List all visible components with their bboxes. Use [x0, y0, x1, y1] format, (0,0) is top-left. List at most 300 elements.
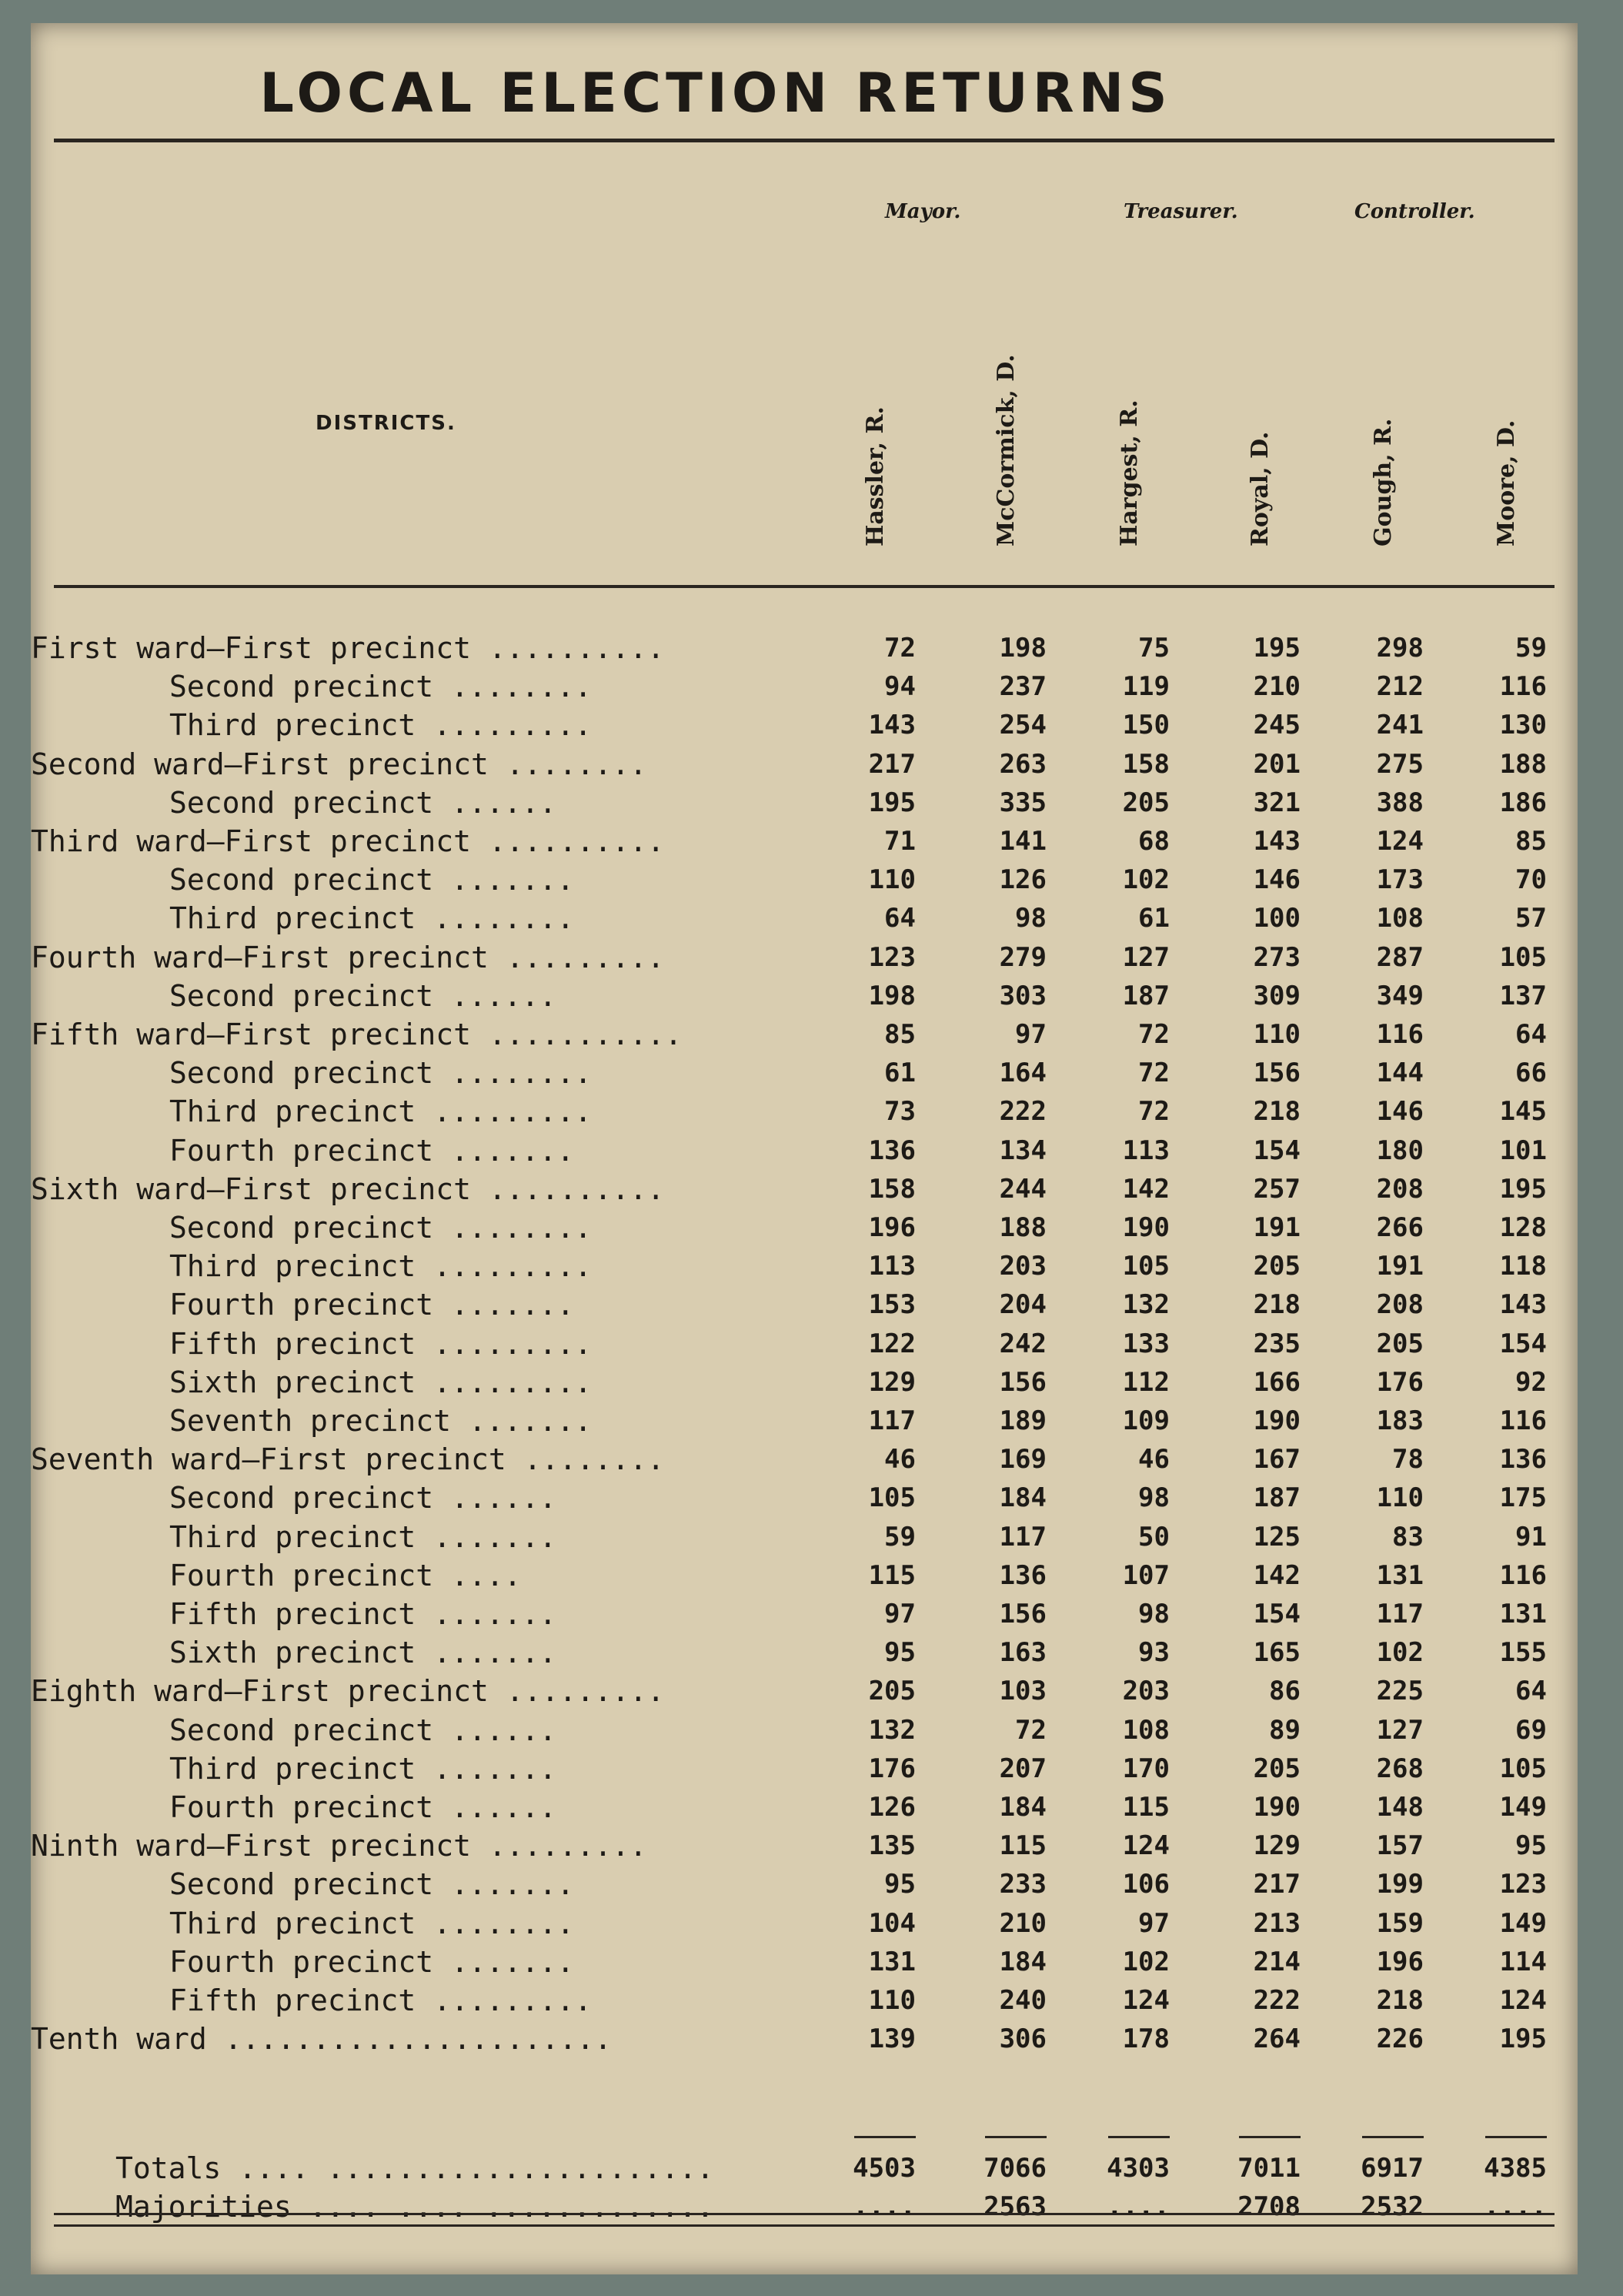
total-rule	[1485, 2136, 1547, 2138]
vote-cell: 154	[1253, 1135, 1301, 1166]
table-row	[31, 1365, 1578, 1404]
vote-cell: 115	[1122, 1792, 1170, 1823]
vote-cell: 95	[1515, 1830, 1547, 1862]
vote-cell: 176	[868, 1753, 916, 1784]
table-row	[31, 1636, 1578, 1674]
district-label: Tenth ward ......................	[31, 2022, 612, 2057]
vote-cell: 146	[1376, 1096, 1424, 1128]
vote-cell: 142	[1122, 1173, 1170, 1205]
majorities-row	[31, 2190, 1578, 2228]
vote-cell: 144	[1376, 1058, 1424, 1089]
vote-cell: 218	[1253, 1289, 1301, 1321]
district-label: Fifth precinct .........	[169, 1984, 593, 2017]
table-row	[31, 1907, 1578, 1945]
vote-cell: 116	[1499, 671, 1547, 703]
vote-cell: 173	[1376, 864, 1424, 896]
vote-cell: 254	[999, 710, 1047, 741]
district-label: Third precinct .........	[169, 1095, 593, 1129]
vote-cell: 98	[1138, 1599, 1170, 1629]
table-row	[31, 1674, 1578, 1713]
district-label: Fifth ward—First precinct ...........	[31, 1018, 683, 1051]
table-row	[31, 1018, 1578, 1056]
vote-cell: 113	[868, 1251, 916, 1282]
vote-cell: 70	[1515, 864, 1547, 896]
total-royal: 7011	[1237, 2153, 1301, 2184]
vote-cell: 92	[1515, 1366, 1547, 1398]
office-mayor: Mayor.	[885, 200, 961, 223]
totals-row	[31, 2151, 1578, 2190]
totals-label: Totals .... ......................	[115, 2151, 714, 2185]
vote-cell: 287	[1376, 941, 1424, 973]
vote-cell: 115	[999, 1830, 1047, 1862]
vote-cell: 169	[999, 1444, 1047, 1476]
district-label: Eighth ward—First precinct .........	[31, 1674, 665, 1709]
district-label: Fourth precinct ....	[169, 1558, 522, 1592]
vote-cell: 191	[1253, 1212, 1301, 1243]
vote-cell: 105	[868, 1482, 916, 1514]
vote-cell: 125	[1253, 1521, 1301, 1552]
vote-cell: 129	[1253, 1830, 1301, 1862]
vote-cell: 133	[1122, 1328, 1170, 1359]
vote-cell: 245	[1253, 710, 1301, 741]
vote-cell: 158	[868, 1173, 916, 1205]
vote-cell: 103	[999, 1676, 1047, 1707]
vote-cell: 235	[1253, 1328, 1301, 1359]
vote-cell: 273	[1253, 941, 1301, 973]
vote-cell: 100	[1253, 903, 1301, 934]
vote-cell: 110	[1376, 1482, 1424, 1514]
vote-cell: 190	[1253, 1405, 1301, 1436]
district-label: Fourth precinct .......	[169, 1133, 575, 1168]
table-row	[31, 708, 1578, 747]
vote-cell: 335	[999, 787, 1047, 818]
district-label: Seventh ward—First precinct ........	[31, 1442, 665, 1477]
vote-cell: 159	[1376, 1907, 1424, 1939]
table-row	[31, 1752, 1578, 1790]
vote-cell: 119	[1122, 671, 1170, 703]
table-row	[31, 1056, 1578, 1095]
vote-cell: 178	[1122, 2024, 1170, 2055]
vote-cell: 114	[1499, 1946, 1547, 1977]
vote-cell: 75	[1138, 633, 1170, 663]
table-row	[31, 1211, 1578, 1249]
district-label: Third ward—First precinct ..........	[31, 824, 665, 858]
vote-cell: 164	[999, 1058, 1047, 1089]
newspaper-clipping	[31, 23, 1578, 2274]
vote-cell: 218	[1253, 1096, 1301, 1128]
vote-cell: 195	[1499, 1173, 1547, 1205]
vote-cell: 110	[868, 864, 916, 896]
office-controller: Controller.	[1354, 200, 1475, 223]
vote-cell: 146	[1253, 864, 1301, 896]
vote-cell: 117	[868, 1405, 916, 1436]
vote-cell: 115	[868, 1559, 916, 1591]
vote-cell: 275	[1376, 748, 1424, 780]
vote-cell: 110	[868, 1985, 916, 2016]
vote-cell: 266	[1376, 1212, 1424, 1243]
vote-cell: 203	[1122, 1676, 1170, 1707]
vote-cell: 196	[868, 1212, 916, 1243]
vote-cell: 136	[999, 1559, 1047, 1591]
vote-cell: 156	[999, 1599, 1047, 1629]
vote-cell: 149	[1499, 1792, 1547, 1823]
vote-cell: 136	[868, 1135, 916, 1166]
vote-cell: 142	[1253, 1559, 1301, 1591]
vote-cell: 150	[1122, 710, 1170, 741]
table-row	[31, 824, 1578, 863]
vote-cell: 154	[1253, 1599, 1301, 1629]
vote-cell: 89	[1269, 1714, 1301, 1746]
table-row	[31, 631, 1578, 670]
bottom-rule	[54, 2224, 1555, 2227]
vote-cell: 116	[1499, 1559, 1547, 1591]
vote-cell: 131	[1376, 1559, 1424, 1591]
vote-cell: 210	[1253, 671, 1301, 703]
vote-cell: 61	[1138, 903, 1170, 934]
table-row	[31, 1134, 1578, 1172]
total-rule	[1362, 2136, 1424, 2138]
vote-cell: 217	[1253, 1869, 1301, 1900]
vote-cell: 199	[1376, 1869, 1424, 1900]
vote-cell: 72	[1138, 1096, 1170, 1128]
district-label: Fourth precinct .......	[169, 1944, 575, 1979]
vote-cell: 233	[999, 1869, 1047, 1900]
vote-cell: 68	[1138, 826, 1170, 857]
vote-cell: 298	[1376, 633, 1424, 663]
vote-cell: 198	[868, 980, 916, 1011]
vote-cell: 195	[1499, 2024, 1547, 2055]
table-row	[31, 1867, 1578, 1906]
vote-cell: 208	[1376, 1173, 1424, 1205]
vote-cell: 122	[868, 1328, 916, 1359]
vote-cell: 102	[1122, 864, 1170, 896]
vote-cell: 242	[999, 1328, 1047, 1359]
district-label: Second precinct ......	[169, 785, 557, 820]
table-row	[31, 979, 1578, 1018]
vote-cell: 59	[884, 1521, 916, 1552]
vote-cell: 72	[1138, 1019, 1170, 1050]
vote-cell: 141	[999, 826, 1047, 857]
vote-cell: 104	[868, 1907, 916, 1939]
table-row	[31, 1790, 1578, 1829]
total-hargest: 4303	[1107, 2153, 1170, 2184]
vote-cell: 126	[999, 864, 1047, 896]
vote-cell: 131	[868, 1946, 916, 1977]
table-row	[31, 1559, 1578, 1597]
vote-cell: 128	[1499, 1212, 1547, 1243]
district-label: Second precinct ......	[169, 1713, 557, 1747]
vote-cell: 102	[1376, 1637, 1424, 1669]
vote-cell: 83	[1392, 1521, 1424, 1552]
vote-cell: 64	[1515, 1676, 1547, 1707]
vote-cell: 134	[999, 1135, 1047, 1166]
table-row	[31, 1327, 1578, 1365]
vote-cell: 132	[868, 1714, 916, 1746]
vote-cell: 205	[1376, 1328, 1424, 1359]
table-row	[31, 1404, 1578, 1442]
vote-cell: 57	[1515, 903, 1547, 934]
table-row	[31, 1984, 1578, 2022]
table-row	[31, 1481, 1578, 1519]
table-row	[31, 1597, 1578, 1636]
vote-cell: 97	[1015, 1019, 1047, 1050]
vote-cell: 186	[1499, 787, 1547, 818]
vote-cell: 127	[1122, 941, 1170, 973]
district-label: Second precinct .......	[169, 1867, 575, 1902]
vote-cell: 106	[1122, 1869, 1170, 1900]
vote-cell: 113	[1122, 1135, 1170, 1166]
vote-cell: 279	[999, 941, 1047, 973]
table-row	[31, 2022, 1578, 2060]
vote-cell: 237	[999, 671, 1047, 703]
vote-cell: 205	[1253, 1251, 1301, 1282]
vote-cell: 195	[868, 787, 916, 818]
vote-cell: 95	[884, 1869, 916, 1900]
vote-cell: 124	[1122, 1830, 1170, 1862]
vote-cell: 78	[1392, 1444, 1424, 1476]
vote-cell: 105	[1122, 1251, 1170, 1282]
vote-cell: 94	[884, 671, 916, 703]
vote-cell: 213	[1253, 1907, 1301, 1939]
district-label: Sixth precinct .........	[169, 1365, 593, 1399]
vote-cell: 268	[1376, 1753, 1424, 1784]
vote-cell: 207	[999, 1753, 1047, 1784]
vote-cell: 50	[1138, 1521, 1170, 1552]
total-rule	[1108, 2136, 1170, 2138]
vote-cell: 102	[1122, 1946, 1170, 1977]
vote-cell: 217	[868, 748, 916, 780]
district-label: Third precinct ........	[169, 901, 575, 936]
vote-cell: 123	[868, 941, 916, 973]
vote-cell: 264	[1253, 2024, 1301, 2055]
vote-cell: 191	[1376, 1251, 1424, 1282]
vote-cell: 306	[999, 2024, 1047, 2055]
vote-cell: 263	[999, 748, 1047, 780]
vote-cell: 183	[1376, 1405, 1424, 1436]
vote-cell: 155	[1499, 1637, 1547, 1669]
total-moore: 4385	[1484, 2153, 1547, 2184]
vote-cell: 117	[1376, 1599, 1424, 1629]
vote-cell: 241	[1376, 710, 1424, 741]
vote-cell: 132	[1122, 1289, 1170, 1321]
vote-cell: 225	[1376, 1676, 1424, 1707]
vote-cell: 153	[868, 1289, 916, 1321]
vote-cell: 222	[1253, 1985, 1301, 2016]
vote-cell: 46	[884, 1444, 916, 1476]
majority-hargest: ....	[1107, 2191, 1170, 2222]
total-hassler: 4503	[853, 2153, 916, 2184]
vote-cell: 208	[1376, 1289, 1424, 1321]
vote-cell: 180	[1376, 1135, 1424, 1166]
vote-cell: 95	[884, 1637, 916, 1669]
vote-cell: 143	[1499, 1289, 1547, 1321]
vote-cell: 214	[1253, 1946, 1301, 1977]
district-label: Fourth ward—First precinct .........	[31, 940, 665, 974]
table-row	[31, 1288, 1578, 1326]
vote-cell: 170	[1122, 1753, 1170, 1784]
vote-cell: 154	[1499, 1328, 1547, 1359]
vote-cell: 127	[1376, 1714, 1424, 1746]
vote-cell: 97	[1138, 1907, 1170, 1939]
vote-cell: 195	[1253, 633, 1301, 663]
candidate-hassler: Hassler, R.	[862, 406, 889, 546]
candidate-moore: Moore, D.	[1493, 419, 1520, 546]
table-row	[31, 670, 1578, 708]
vote-cell: 73	[884, 1096, 916, 1128]
total-rule	[985, 2136, 1047, 2138]
vote-cell: 108	[1122, 1714, 1170, 1746]
vote-cell: 205	[1253, 1753, 1301, 1784]
table-row	[31, 1172, 1578, 1211]
vote-cell: 72	[884, 633, 916, 663]
vote-cell: 257	[1253, 1173, 1301, 1205]
majority-royal: 2708	[1237, 2191, 1301, 2222]
office-treasurer: Treasurer.	[1124, 200, 1238, 223]
vote-cell: 184	[999, 1946, 1047, 1977]
vote-cell: 137	[1499, 980, 1547, 1011]
vote-cell: 148	[1376, 1792, 1424, 1823]
candidate-mccormick: McCormick, D.	[993, 354, 1020, 546]
district-label: Ninth ward—First precinct .........	[31, 1829, 647, 1863]
vote-cell: 72	[1138, 1058, 1170, 1089]
vote-cell: 196	[1376, 1946, 1424, 1977]
vote-cell: 222	[999, 1096, 1047, 1128]
vote-cell: 166	[1253, 1366, 1301, 1398]
vote-cell: 117	[999, 1521, 1047, 1552]
total-gough: 6917	[1361, 2153, 1424, 2184]
vote-cell: 163	[999, 1637, 1047, 1669]
vote-cell: 97	[884, 1599, 916, 1629]
vote-cell: 112	[1122, 1366, 1170, 1398]
vote-cell: 108	[1376, 903, 1424, 934]
vote-cell: 156	[1253, 1058, 1301, 1089]
vote-cell: 129	[868, 1366, 916, 1398]
vote-cell: 309	[1253, 980, 1301, 1011]
vote-cell: 105	[1499, 1753, 1547, 1784]
vote-cell: 189	[999, 1405, 1047, 1436]
table-row	[31, 1713, 1578, 1752]
vote-cell: 240	[999, 1985, 1047, 2016]
top-rule	[54, 139, 1555, 142]
vote-cell: 72	[1015, 1714, 1047, 1746]
vote-cell: 157	[1376, 1830, 1424, 1862]
table-row	[31, 901, 1578, 940]
majority-gough: 2532	[1361, 2191, 1424, 2222]
vote-cell: 105	[1499, 941, 1547, 973]
vote-cell: 167	[1253, 1444, 1301, 1476]
vote-cell: 71	[884, 826, 916, 857]
district-label: Fourth precinct ......	[169, 1790, 557, 1824]
district-label: Second precinct ......	[169, 1481, 557, 1516]
table-row	[31, 1829, 1578, 1867]
header-rule	[54, 585, 1555, 588]
majority-mccormick: 2563	[983, 2191, 1047, 2222]
vote-cell: 126	[868, 1792, 916, 1823]
vote-cell: 187	[1253, 1482, 1301, 1514]
vote-cell: 69	[1515, 1714, 1547, 1746]
vote-cell: 303	[999, 980, 1047, 1011]
vote-cell: 143	[868, 710, 916, 741]
vote-cell: 190	[1122, 1212, 1170, 1243]
district-label: Fifth precinct .........	[169, 1326, 593, 1361]
total-mccormick: 7066	[983, 2153, 1047, 2184]
district-label: Second ward—First precinct ........	[31, 747, 647, 781]
page-title: LOCAL ELECTION RETURNS	[259, 62, 1172, 125]
vote-cell: 184	[999, 1482, 1047, 1514]
table-row	[31, 1095, 1578, 1133]
vote-cell: 124	[1499, 1985, 1547, 2016]
vote-cell: 109	[1122, 1405, 1170, 1436]
vote-cell: 110	[1253, 1019, 1301, 1050]
vote-cell: 205	[868, 1676, 916, 1707]
table-row	[31, 1442, 1578, 1481]
majority-hassler: ....	[853, 2191, 916, 2222]
vote-cell: 64	[884, 903, 916, 934]
vote-cell: 165	[1253, 1637, 1301, 1669]
vote-cell: 204	[999, 1289, 1047, 1321]
vote-cell: 188	[999, 1212, 1047, 1243]
table-row	[31, 1249, 1578, 1288]
table-row	[31, 863, 1578, 901]
vote-cell: 176	[1376, 1366, 1424, 1398]
vote-cell: 149	[1499, 1907, 1547, 1939]
district-label: Seventh precinct .......	[169, 1404, 593, 1438]
district-label: Second precinct ........	[169, 1211, 593, 1245]
vote-cell: 91	[1515, 1521, 1547, 1552]
district-label: Second precinct ........	[169, 1056, 593, 1091]
vote-cell: 212	[1376, 671, 1424, 703]
district-label: Third precinct ........	[169, 1906, 575, 1940]
vote-cell: 321	[1253, 787, 1301, 818]
table-row	[31, 1520, 1578, 1559]
majority-moore: ....	[1484, 2191, 1547, 2222]
vote-cell: 136	[1499, 1444, 1547, 1476]
vote-cell: 388	[1376, 787, 1424, 818]
candidate-gough: Gough, R.	[1370, 418, 1397, 546]
district-label: First ward—First precinct ..........	[31, 631, 665, 665]
vote-cell: 349	[1376, 980, 1424, 1011]
district-label: Fourth precinct .......	[169, 1288, 575, 1322]
vote-cell: 143	[1253, 826, 1301, 857]
vote-cell: 203	[999, 1251, 1047, 1282]
district-label: Second precinct ........	[169, 670, 593, 704]
vote-cell: 201	[1253, 748, 1301, 780]
vote-cell: 135	[868, 1830, 916, 1862]
total-rule	[1239, 2136, 1301, 2138]
vote-cell: 61	[884, 1058, 916, 1089]
candidate-royal: Royal, D.	[1247, 431, 1274, 546]
table-row	[31, 786, 1578, 824]
vote-cell: 118	[1499, 1251, 1547, 1282]
majorities-label: Majorities .... .... .............	[115, 2190, 714, 2224]
vote-cell: 101	[1499, 1135, 1547, 1166]
district-label: Second precinct .......	[169, 863, 575, 897]
vote-cell: 188	[1499, 748, 1547, 780]
vote-cell: 98	[1138, 1482, 1170, 1514]
bottom-rule	[54, 2213, 1555, 2215]
table-row	[31, 747, 1578, 786]
vote-cell: 156	[999, 1366, 1047, 1398]
vote-cell: 184	[999, 1792, 1047, 1823]
table-row	[31, 941, 1578, 979]
vote-cell: 85	[884, 1019, 916, 1050]
vote-cell: 86	[1269, 1676, 1301, 1707]
vote-cell: 59	[1515, 633, 1547, 663]
vote-cell: 124	[1122, 1985, 1170, 2016]
vote-cell: 66	[1515, 1058, 1547, 1089]
vote-cell: 139	[868, 2024, 916, 2055]
district-label: Third precinct .........	[169, 708, 593, 743]
